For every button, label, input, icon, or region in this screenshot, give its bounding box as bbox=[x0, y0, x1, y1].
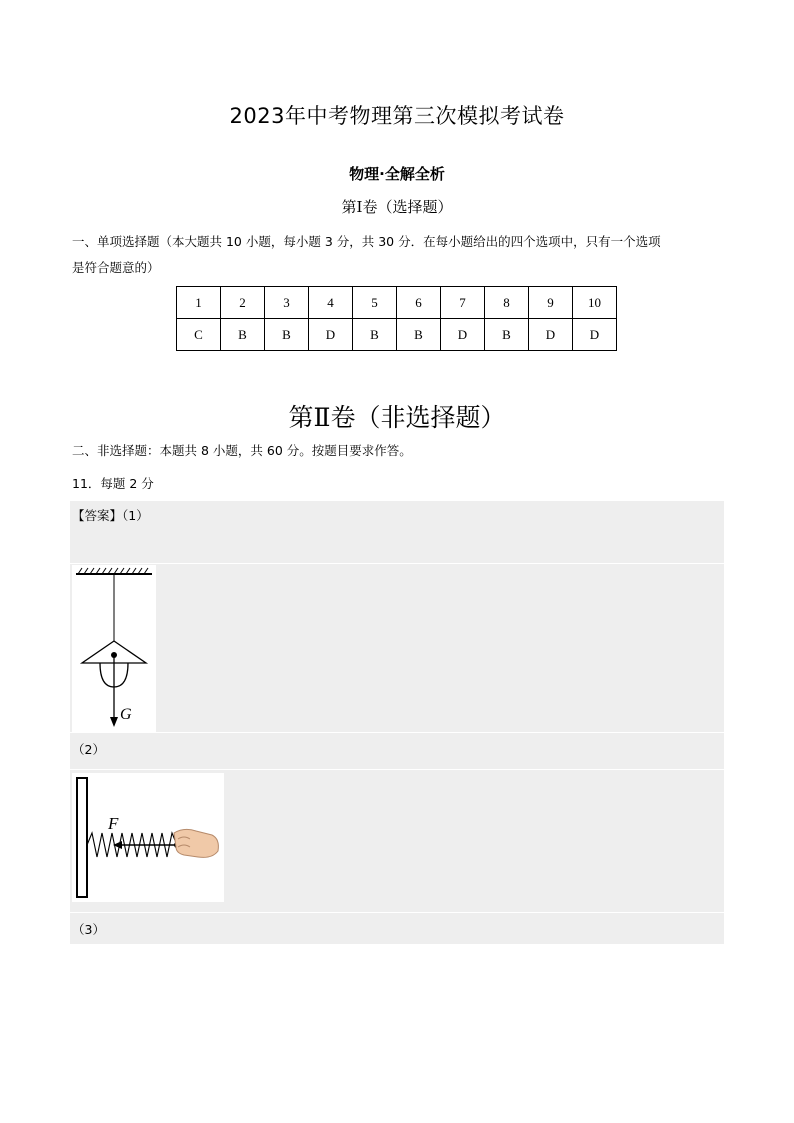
section-2-instructions: 二、非选择题：本题共 8 小题，共 60 分。按题目要求作答。 bbox=[72, 443, 412, 458]
volume-2-heading: 第Ⅱ卷（非选择题） bbox=[288, 403, 506, 432]
table-cell: 3 bbox=[265, 287, 309, 319]
page-title: 2023年中考物理第三次模拟考试卷 bbox=[229, 104, 565, 128]
table-cell: B bbox=[397, 319, 441, 351]
answer-block-part-2 bbox=[70, 733, 724, 769]
table-cell: 8 bbox=[485, 287, 529, 319]
answer-block bbox=[70, 501, 724, 563]
section-1-instructions-line-1: 一、单项选择题（本大题共 10 小题，每小题 3 分，共 30 分．在每小题给出的四个选项中，只有一个选项 bbox=[72, 234, 661, 249]
table-cell: 10 bbox=[573, 287, 617, 319]
answer-table bbox=[176, 286, 617, 351]
table-cell: 1 bbox=[177, 287, 221, 319]
table-cell: 6 bbox=[397, 287, 441, 319]
part-3-label: （3） bbox=[72, 922, 105, 937]
gravity-label: G bbox=[120, 706, 132, 723]
answer-block-figure-1 bbox=[70, 564, 724, 732]
table-cell: B bbox=[265, 319, 309, 351]
figure-hanging-lamp bbox=[72, 565, 156, 732]
answer-block-part-3 bbox=[70, 913, 724, 944]
hanging-lamp-diagram bbox=[72, 565, 156, 732]
table-cell: B bbox=[485, 319, 529, 351]
spring-force-diagram bbox=[72, 773, 224, 902]
table-cell: B bbox=[353, 319, 397, 351]
question-11-heading: 11．每题 2 分 bbox=[72, 476, 154, 491]
answer-label: 【答案】（1） bbox=[72, 508, 149, 523]
section-1-instructions-line-2: 是符合题意的） bbox=[72, 260, 160, 275]
table-cell: B bbox=[221, 319, 265, 351]
part-2-label: （2） bbox=[72, 742, 105, 757]
table-cell: 9 bbox=[529, 287, 573, 319]
table-cell: 4 bbox=[309, 287, 353, 319]
volume-1-heading: 第Ⅰ卷（选择题） bbox=[341, 198, 453, 216]
table-cell: D bbox=[441, 319, 485, 351]
force-label: F bbox=[108, 814, 119, 833]
table-cell: D bbox=[573, 319, 617, 351]
page-subtitle: 物理·全解全析 bbox=[349, 165, 445, 183]
table-cell: 7 bbox=[441, 287, 485, 319]
table-cell: D bbox=[309, 319, 353, 351]
table-cell: D bbox=[529, 319, 573, 351]
table-cell: 5 bbox=[353, 287, 397, 319]
table-cell: 2 bbox=[221, 287, 265, 319]
answer-table-answer-row bbox=[177, 319, 617, 351]
answer-table-number-row bbox=[177, 287, 617, 319]
figure-spring-force bbox=[72, 773, 224, 902]
section-1-instructions bbox=[72, 229, 724, 281]
table-cell: C bbox=[177, 319, 221, 351]
